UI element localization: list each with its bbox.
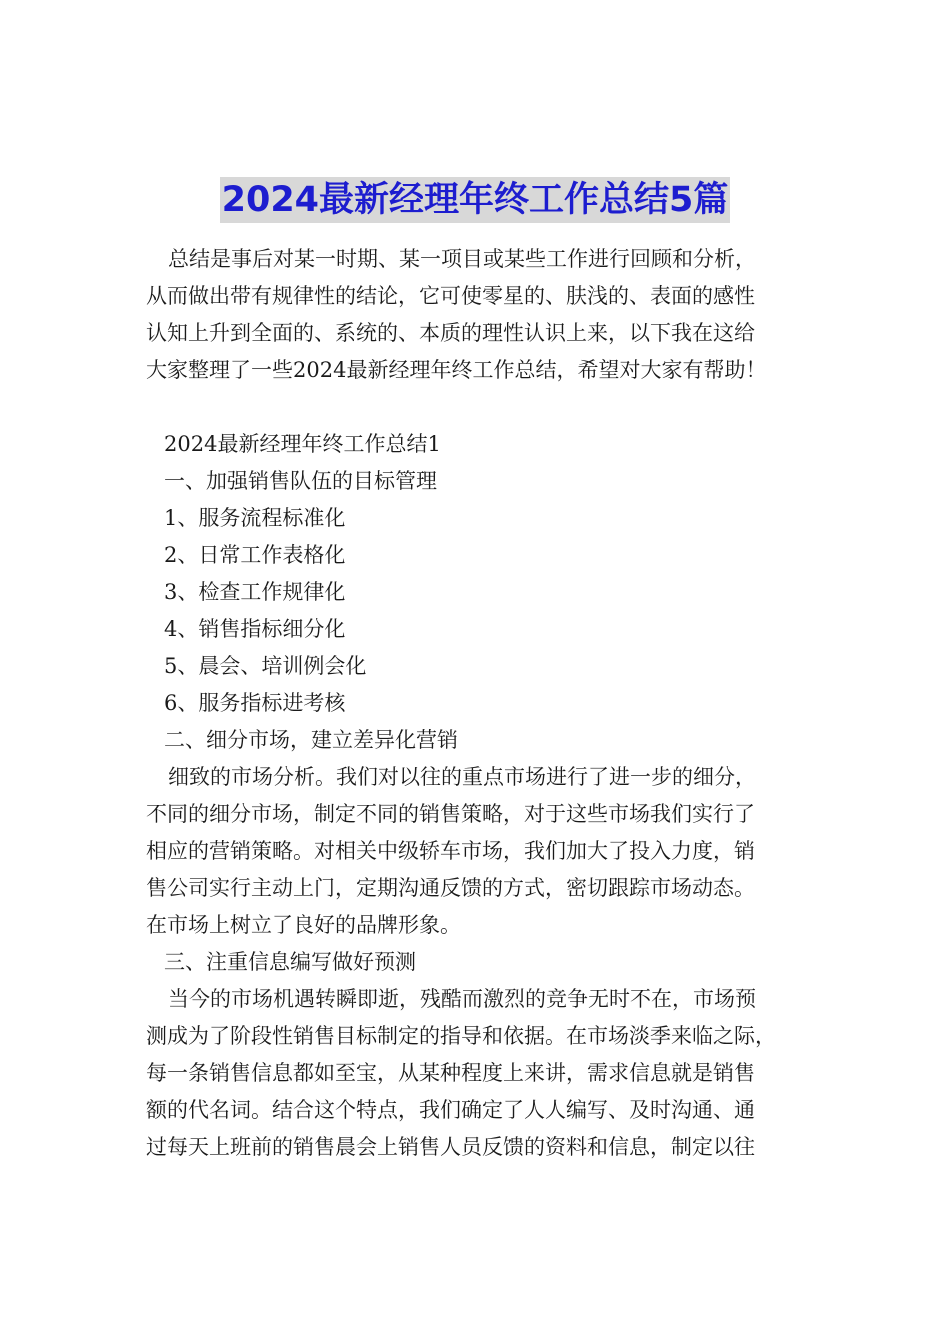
list-item: 2、日常工作表格化 — [164, 543, 346, 567]
title-wrapper — [0, 177, 950, 223]
paragraph-line: 不同的细分市场，制定不同的销售策略，对于这些市场我们实行了 — [146, 802, 755, 826]
paragraph-line: 过每天上班前的销售晨会上销售人员反馈的资料和信息，制定以往 — [146, 1135, 755, 1159]
intro-paragraph — [146, 241, 836, 389]
heading-two: 二、细分市场，建立差异化营销 — [164, 728, 458, 752]
paragraph-three — [146, 981, 836, 1166]
paragraph-line: 测成为了阶段性销售目标制定的指导和依据。在市场淡季来临之际， — [146, 1024, 776, 1048]
spacer — [146, 389, 836, 426]
list-item: 1、服务流程标准化 — [164, 506, 346, 530]
document-title: 2024最新经理年终工作总结5篇 — [220, 177, 731, 223]
intro-line: 认知上升到全面的、系统的、本质的理性认识上来，以下我在这给 — [146, 321, 755, 345]
intro-line: 从而做出带有规律性的结论，它可使零星的、肤浅的、表面的感性 — [146, 284, 755, 308]
paragraph-line: 当今的市场机遇转瞬即逝，残酷而激烈的竞争无时不在，市场预 — [168, 987, 756, 1011]
intro-line: 总结是事后对某一时期、某一项目或某些工作进行回顾和分析， — [168, 247, 756, 271]
paragraph-line: 每一条销售信息都如至宝，从某种程度上来讲，需求信息就是销售 — [146, 1061, 755, 1085]
heading-three: 三、注重信息编写做好预测 — [164, 950, 416, 974]
paragraph-line: 额的代名词。结合这个特点，我们确定了人人编写、及时沟通、通 — [146, 1098, 755, 1122]
paragraph-two — [146, 759, 836, 944]
heading-one: 一、加强销售队伍的目标管理 — [164, 469, 437, 493]
paragraph-line: 相应的营销策略。对相关中级轿车市场，我们加大了投入力度，销 — [146, 839, 755, 863]
paragraph-line: 在市场上树立了良好的品牌形象。 — [146, 913, 461, 937]
intro-line: 大家整理了一些2024最新经理年终工作总结，希望对大家有帮助！ — [146, 358, 767, 382]
document-body — [146, 241, 836, 1166]
list — [146, 500, 836, 722]
list-item: 5、晨会、培训例会化 — [164, 654, 367, 678]
list-item: 4、销售指标细分化 — [164, 617, 346, 641]
list-item: 3、检查工作规律化 — [164, 580, 346, 604]
list-item: 6、服务指标进考核 — [164, 691, 346, 715]
paragraph-line: 细致的市场分析。我们对以往的重点市场进行了进一步的细分， — [168, 765, 756, 789]
paragraph-line: 售公司实行主动上门，定期沟通反馈的方式，密切跟踪市场动态。 — [146, 876, 755, 900]
section-title: 2024最新经理年终工作总结1 — [164, 432, 441, 456]
